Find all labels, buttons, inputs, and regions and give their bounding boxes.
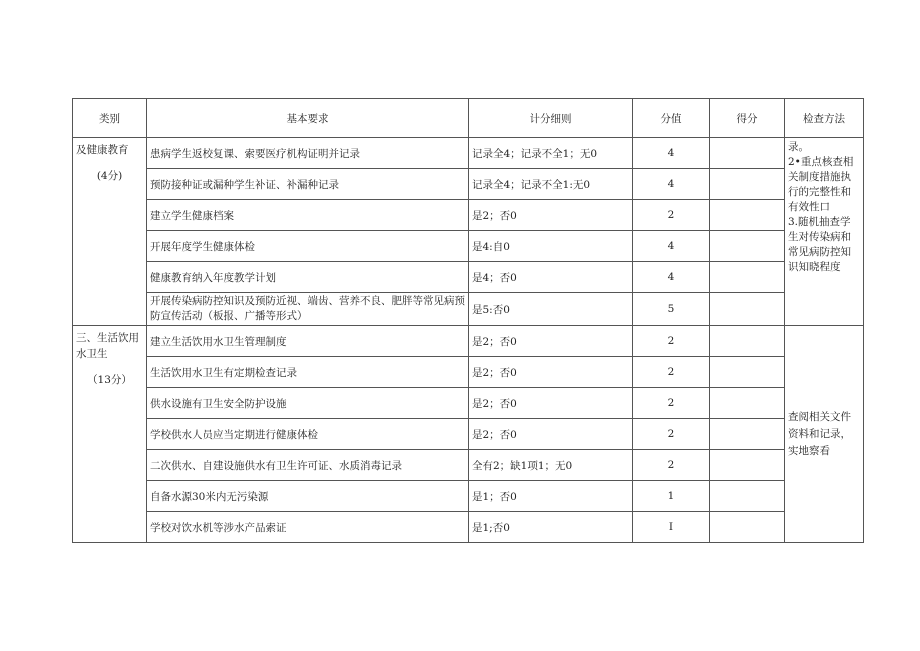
score-cell: 2 <box>633 357 710 388</box>
rule-cell: 是4；否0 <box>469 262 633 293</box>
header-category: 类别 <box>73 99 147 138</box>
requirement-cell: 生活饮用水卫生有定期检查记录 <box>147 357 469 388</box>
header-requirement: 基本要求 <box>147 99 469 138</box>
requirement-cell: 供水设施有卫生安全防护设施 <box>147 388 469 419</box>
method-line: 2•重点核查相关制度措施执行的完整性和有效性口 <box>788 156 854 213</box>
earned-cell[interactable] <box>710 388 785 419</box>
earned-cell[interactable] <box>710 169 785 200</box>
earned-cell[interactable] <box>710 512 785 543</box>
requirement-cell: 建立生活饮用水卫生管理制度 <box>147 326 469 357</box>
earned-cell[interactable] <box>710 138 785 169</box>
method-line: 3.随机抽查学生对传染病和常见病防控知识知晓程度 <box>788 216 851 273</box>
rule-cell: 是2；否0 <box>469 419 633 450</box>
earned-cell[interactable] <box>710 293 785 326</box>
table-row <box>73 388 864 419</box>
score-cell: 2 <box>633 388 710 419</box>
earned-cell[interactable] <box>710 450 785 481</box>
table-row <box>73 200 864 231</box>
earned-cell[interactable] <box>710 357 785 388</box>
earned-cell[interactable] <box>710 262 785 293</box>
category-points: （13分） <box>87 374 132 386</box>
score-cell: 2 <box>633 326 710 357</box>
table-row <box>73 450 864 481</box>
rule-cell: 记录全4；记录不全1:无0 <box>469 169 633 200</box>
category-cell <box>73 138 147 326</box>
rule-cell: 是2；否0 <box>469 357 633 388</box>
inspection-table <box>72 98 864 543</box>
rule-cell: 是2；否0 <box>469 200 633 231</box>
table-row <box>73 481 864 512</box>
score-cell: 2 <box>633 450 710 481</box>
rule-cell: 是5:否0 <box>469 293 633 326</box>
rule-cell: 记录全4；记录不全1；无0 <box>469 138 633 169</box>
score-cell: 2 <box>633 419 710 450</box>
category-name: 及健康教育 <box>76 144 129 156</box>
table-row <box>73 262 864 293</box>
score-cell: 4 <box>633 231 710 262</box>
score-cell: 2 <box>633 200 710 231</box>
earned-cell[interactable] <box>710 419 785 450</box>
method-cell: 查阅相关文件资料和记录，实地察看 <box>785 326 864 543</box>
header-earned: 得分 <box>710 99 785 138</box>
table-row <box>73 512 864 543</box>
score-cell: 5 <box>633 293 710 326</box>
requirement-cell: 学校对饮水机等涉水产品索证 <box>147 512 469 543</box>
rule-cell: 全有2；缺1项1；无0 <box>469 450 633 481</box>
rule-cell: 是1;否0 <box>469 512 633 543</box>
score-cell: 1 <box>633 481 710 512</box>
header-score: 分值 <box>633 99 710 138</box>
requirement-cell: 学校供水人员应当定期进行健康体检 <box>147 419 469 450</box>
method-line: 录。 <box>788 141 809 153</box>
header-rule: 计分细则 <box>469 99 633 138</box>
requirement-cell: 建立学生健康档案 <box>147 200 469 231</box>
table-row <box>73 357 864 388</box>
earned-cell[interactable] <box>710 200 785 231</box>
method-cell <box>785 138 864 326</box>
rule-cell: 是2；否0 <box>469 326 633 357</box>
table-row <box>73 138 864 169</box>
requirement-cell: 二次供水、自建设施供水有卫生许可证、水质消毒记录 <box>147 450 469 481</box>
category-points: (4分) <box>96 170 123 182</box>
earned-cell[interactable] <box>710 481 785 512</box>
category-cell <box>73 326 147 543</box>
header-method: 检查方法 <box>785 99 864 138</box>
earned-cell[interactable] <box>710 231 785 262</box>
table-row <box>73 293 864 326</box>
requirement-cell: 健康教育纳入年度教学计划 <box>147 262 469 293</box>
table-row <box>73 169 864 200</box>
rule-cell: 是1；否0 <box>469 481 633 512</box>
requirement-cell: 自备水源30米内无污染源 <box>147 481 469 512</box>
earned-cell[interactable] <box>710 326 785 357</box>
requirement-cell: 预防接种证或漏种学生补证、补漏种记录 <box>147 169 469 200</box>
table-row <box>73 326 864 357</box>
requirement-cell: 患病学生返校复课、索要医疗机构证明并记录 <box>147 138 469 169</box>
rule-cell: 是2；否0 <box>469 388 633 419</box>
score-cell: 4 <box>633 169 710 200</box>
score-cell: 4 <box>633 262 710 293</box>
rule-cell: 是4:自0 <box>469 231 633 262</box>
score-cell: 4 <box>633 138 710 169</box>
score-cell: I <box>633 512 710 543</box>
requirement-cell: 开展传染病防控知识及预防近视、端齿、营养不良、肥胖等常见病预防宣传活动（板报、广播等形式） <box>147 293 469 326</box>
table-row <box>73 231 864 262</box>
table-row <box>73 419 864 450</box>
category-name: 三、生活饮用水卫生 <box>76 332 139 360</box>
requirement-cell: 开展年度学生健康体检 <box>147 231 469 262</box>
